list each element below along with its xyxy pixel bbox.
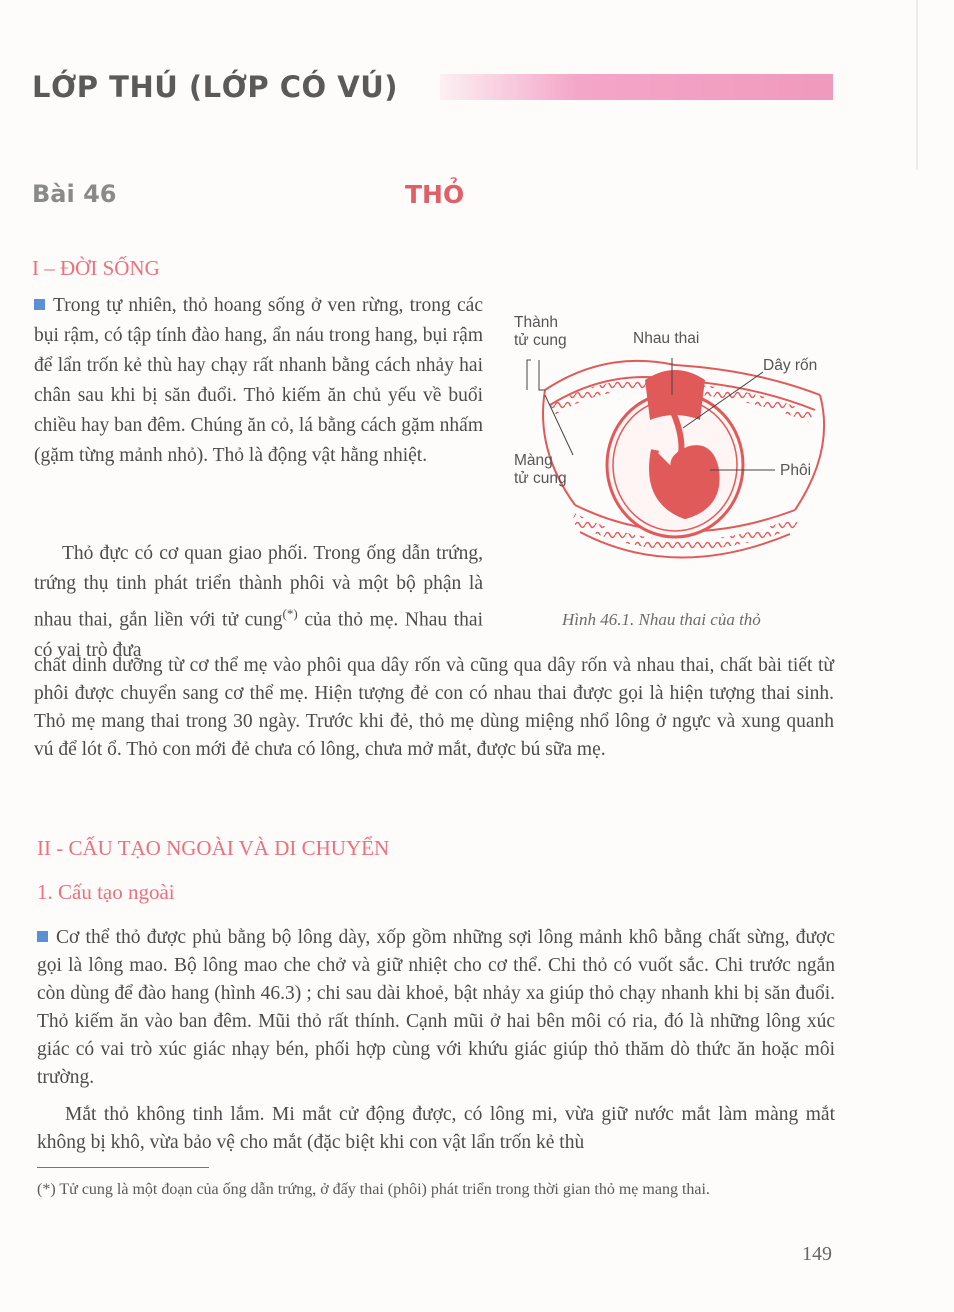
section1-paragraph1: [34, 291, 483, 471]
section2-paragraph1: [37, 924, 835, 1092]
section2-paragraph2: [37, 1101, 835, 1157]
bullet-marker-icon: [37, 931, 48, 942]
figure-caption: Hình 46.1. Nhau thai của thỏ: [562, 610, 761, 629]
section-heading-life: I – ĐỜI SỐNG: [32, 256, 160, 280]
subsection-heading-external: 1. Cấu tạo ngoài: [37, 880, 175, 904]
section2-paragraph1-text: Cơ thể thỏ được phủ bằng bộ lông dày, xốp gồm những sợi lông mảnh khô bằng chất sừng, được gọi là lông mao. Bộ lông mao che chở và giữ nhiệt cho cơ thể. Chi thỏ có vuốt sắc. Chi trước ngắn còn dùng để đào hang (hình 46.3) ; chi sau dài khoẻ, bật nhảy xa giúp thỏ chạy nhanh khi bị săn đuổi. Thỏ kiếm ăn vào ban đêm. Mũi thỏ rất thính. Cạnh mũi ở hai bên môi có ria, đó là những lông xúc giác có vai trò xúc giác nhạy bén, phối hợp cùng với khứu giác giúp thỏ thăm dò thức ăn hoặc môi trường.: [37, 927, 835, 1088]
chapter-banner-bar: [440, 74, 833, 100]
figure-label-uterus-wall-line1: Thành: [514, 314, 558, 331]
figure-label-umbilical-cord: Dây rốn: [763, 357, 818, 374]
page-number: 149: [802, 1243, 832, 1265]
lesson-number: Bài 46: [32, 180, 117, 208]
section1-paragraph2: [34, 539, 483, 666]
bullet-marker-icon: [34, 299, 45, 310]
figure-label-uterus-wall-line2: tử cung: [514, 332, 567, 349]
figure-label-embryo: Phôi: [780, 462, 812, 479]
figure-label-uterus-wall: [514, 314, 567, 350]
chapter-title: LỚP THÚ (LỚP CÓ VÚ): [32, 70, 399, 104]
footnote-marker: (*): [282, 606, 298, 621]
page-edge-shadow: [916, 0, 918, 170]
figure-label-uterine-membrane: [514, 452, 567, 488]
section1-paragraph2-continued: chất dinh dưỡng từ cơ thể mẹ vào phôi qua dây rốn và cũng qua dây rốn và nhau thai, chất bài tiết từ phôi được chuyển sang cơ thể mẹ. Hiện tượng đẻ con có nhau thai được gọi là hiện tượng thai sinh. Thỏ mẹ mang thai trong 30 ngày. Trước khi đẻ, thỏ mẹ dùng miệng nhổ lông ở ngực và xung quanh vú để lót ổ. Thỏ con mới đẻ chưa có lông, chưa mở mắt, được bú sữa mẹ.: [34, 655, 834, 760]
figure-label-membrane-line2: tử cung: [514, 470, 567, 487]
section1-paragraph2-start: Thỏ đực có cơ quan giao phối. Trong ống dẫn trứng, trứng thụ tinh phát triển thành phôi và một bộ phận là nhau thai, gắn liền với tử cung: [34, 543, 483, 631]
figure-label-placenta: Nhau thai: [633, 330, 700, 347]
section-heading-structure: II - CẤU TẠO NGOÀI VÀ DI CHUYỂN: [37, 836, 390, 860]
footnote-divider: [37, 1167, 209, 1168]
section2-paragraph2-text: Mắt thỏ không tinh lắm. Mi mắt cử động được, có lông mi, vừa giữ nước mắt làm màng mắt không bị khô, vừa bảo vệ cho mắt (đặc biệt khi con vật lẩn trốn kẻ thù: [37, 1104, 835, 1153]
footnote: (*) Tử cung là một đoạn của ống dẫn trứng, ở đấy thai (phôi) phát triển trong thời gian thỏ mẹ mang thai.: [37, 1181, 710, 1198]
lesson-title: THỎ: [405, 180, 465, 209]
section1-paragraph2-mid: của thỏ mẹ. Nhau thai có vai trò đưa: [34, 609, 483, 661]
figure-label-membrane-line1: Màng: [514, 452, 553, 469]
section1-paragraph1-text: Trong tự nhiên, thỏ hoang sống ở ven rừng, trong các bụi rậm, có tập tính đào hang, ẩn náu trong hang, bụi rậm để lẩn trốn kẻ thù hay chạy rất nhanh bằng cách nhảy hai chân sau khi bị săn đuổi. Thỏ kiếm ăn chủ yếu về buổi chiều hay ban đêm. Chúng ăn cỏ, lá bằng cách gặm nhấm (gặm từng mảnh nhỏ). Thỏ là động vật hằng nhiệt.: [34, 295, 483, 466]
